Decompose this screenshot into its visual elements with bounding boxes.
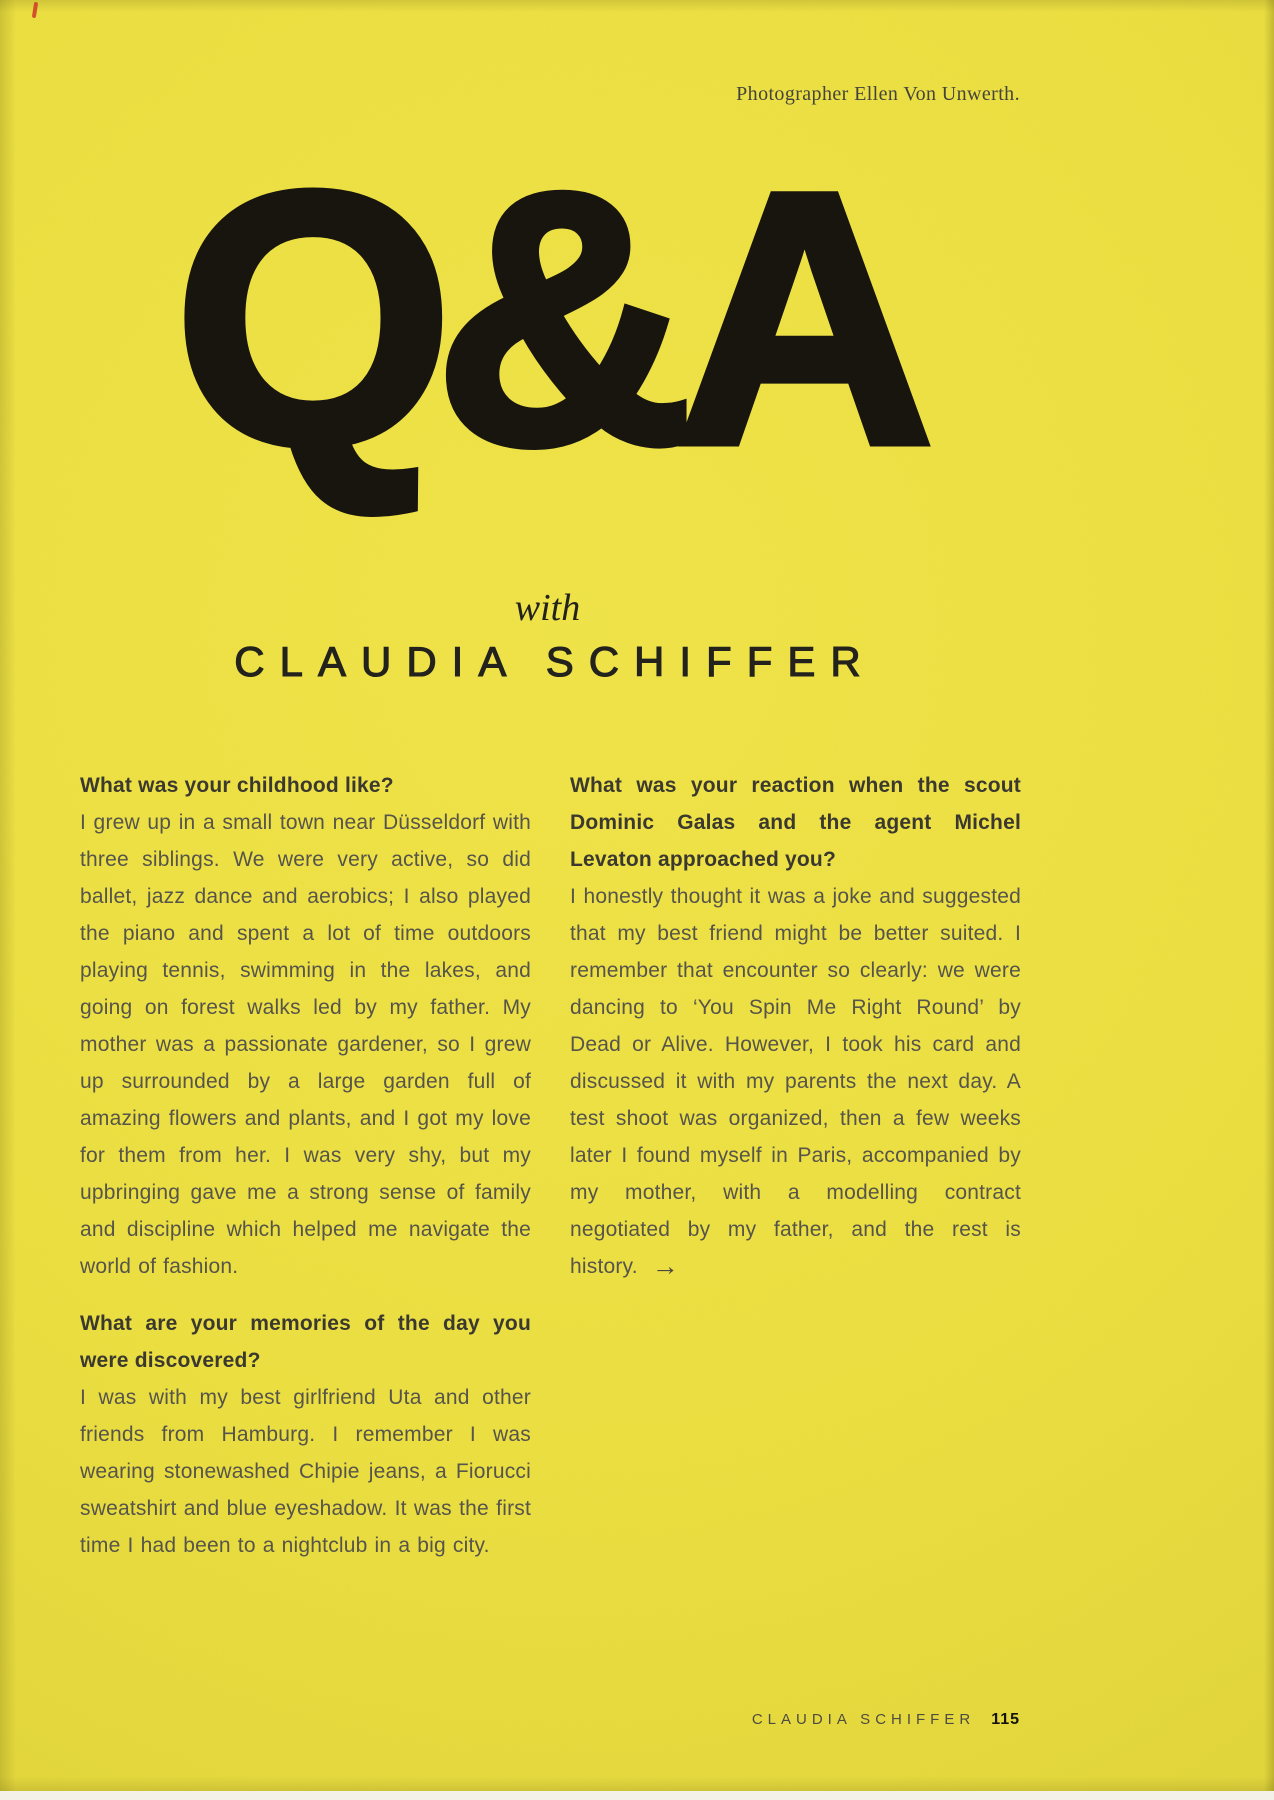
photographer-credit: Photographer Ellen Von Unwerth. [736,83,1020,105]
page-number: 115 [991,1711,1020,1728]
answer-paragraph [570,878,1021,1285]
scan-bottom-strip [0,1791,1274,1800]
scan-edge-right [1264,0,1274,1800]
answer-paragraph: I grew up in a small town near Düsseldorf with three siblings. We were very active, so did ballet, jazz dance and aerobics; I also played the piano and spent a lot of time outdoors playing tennis, swimming in the lakes, and going on forest walks led by my father. My mother was a passionate gardener, so I grew up surrounded by a large garden full of amazing flowers and plants, and I got my love for them from her. I was very shy, but my upbringing gave me a strong sense of family and discipline which helped me navigate the world of fashion. [80,811,531,1278]
question-heading: What are your memories of the day you were discovered? [80,1312,531,1372]
question-heading: What was your reaction when the scout Dominic Galas and the agent Michel Levaton approached you? [570,774,1021,871]
page-footer [80,1711,1020,1729]
answer-paragraph: I was with my best girlfriend Uta and other friends from Hamburg. I remember I was wearing stonewashed Chipie jeans, a Fiorucci sweatshirt and blue eyeshadow. It was the first time I had been to a nightclub in a big city. [80,1386,531,1557]
left-column [80,767,531,1564]
footer-title: CLAUDIA SCHIFFER [751,1711,976,1728]
arrow-right-icon: → [651,1251,679,1281]
scan-edge-top [0,0,1274,12]
scan-edge-left [0,0,16,1800]
scan-edge-bottom [0,1777,1274,1791]
right-column [570,767,1021,1564]
subtitle-with: with [514,587,581,629]
article-body [80,767,1021,1564]
page-title: Q&A [174,118,916,518]
answer-text: I honestly thought it was a joke and suggested that my best friend might be better suited. I remember that encounter so clearly: we were dancing to ‘You Spin Me Right Round’ by Dead or Alive. However, I took his card and discussed it with my parents the next day. A test shoot was organized, then a few weeks later I found myself in Paris, accompanied by my mother, with a modelling contract negotiated by my father, and the rest is history. [570,885,1021,1278]
question-heading: What was your childhood like? [80,774,394,797]
subject-name: CLAUDIA SCHIFFER [234,638,876,685]
